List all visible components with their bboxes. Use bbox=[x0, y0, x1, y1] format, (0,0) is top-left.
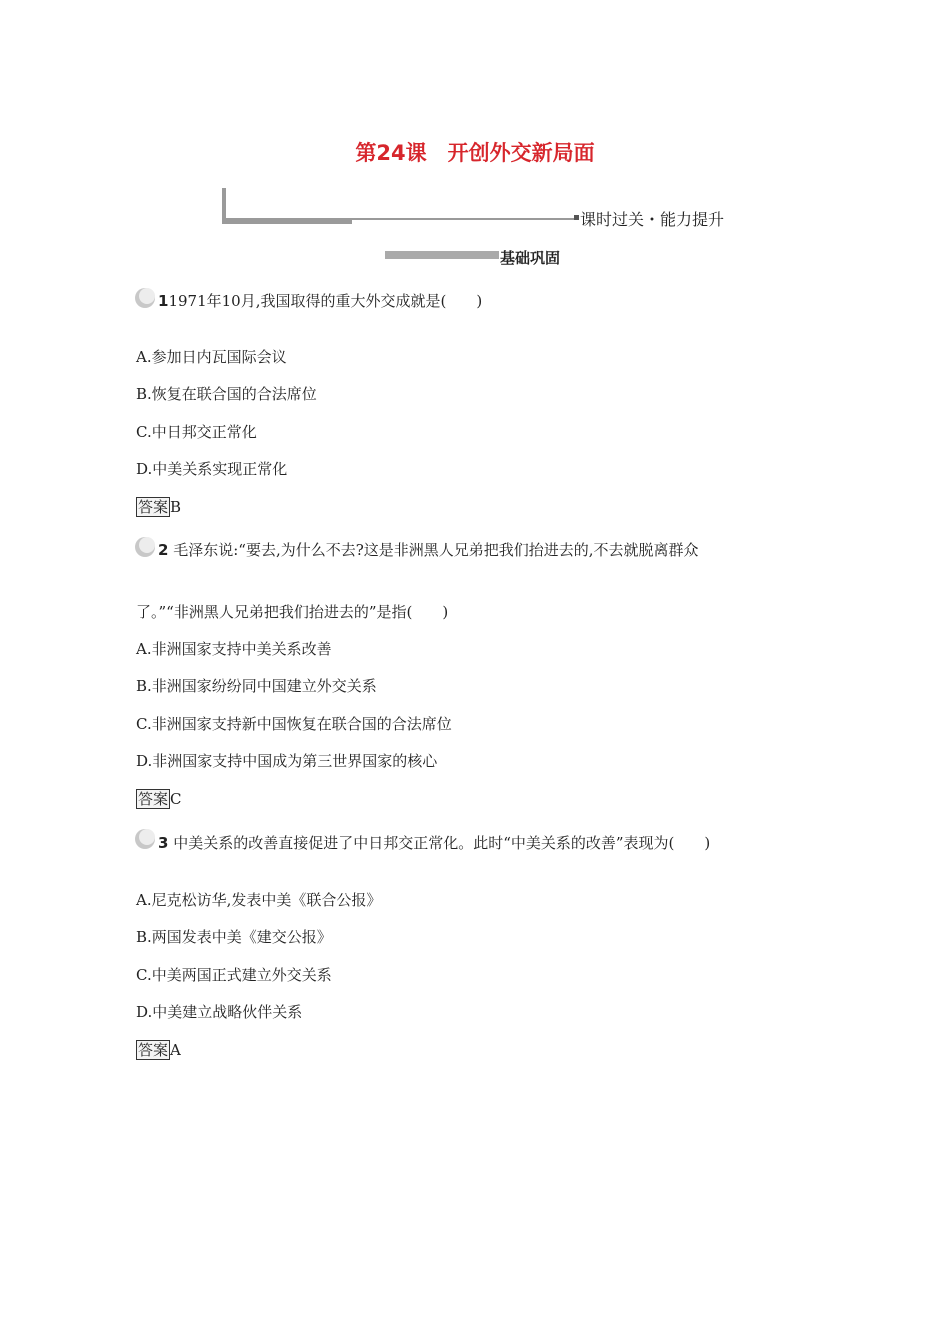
answer-label: 答案 bbox=[138, 790, 169, 808]
header-bar-dot bbox=[574, 215, 579, 220]
lesson-title: 第24课 开创外交新局面 bbox=[355, 141, 595, 165]
option-b: B.恢复在联合国的合法席位 bbox=[136, 385, 317, 403]
option-b: B.非洲国家纷纷同中国建立外交关系 bbox=[136, 677, 377, 695]
answer-row bbox=[136, 497, 181, 517]
section-label: 课时过关・能力提升 bbox=[580, 210, 725, 229]
header-bar-thin bbox=[352, 218, 574, 220]
answer-value: B bbox=[170, 498, 182, 516]
question-number: 3 bbox=[158, 834, 169, 852]
answer-label: 答案 bbox=[138, 498, 169, 516]
option-a: A.参加日内瓦国际会议 bbox=[136, 348, 287, 366]
answer-value: C bbox=[170, 790, 182, 808]
option-c: C.非洲国家支持新中国恢复在联合国的合法席位 bbox=[136, 715, 452, 733]
question-marker-icon bbox=[134, 828, 156, 850]
question-marker-icon bbox=[134, 536, 156, 558]
header-bar-thick bbox=[222, 218, 352, 224]
subsection-label: 基础巩固 bbox=[500, 249, 561, 267]
question-text: 中美关系的改善直接促进了中日邦交正常化。此时“中美关系的改善”表现为( ) bbox=[173, 834, 711, 852]
option-d: D.中美建立战略伙伴关系 bbox=[136, 1003, 303, 1021]
option-d: D.中美关系实现正常化 bbox=[136, 460, 288, 478]
question-text-continued: 了。”“非洲黑人兄弟把我们抬进去的”是指( ) bbox=[136, 603, 449, 621]
answer-value: A bbox=[170, 1041, 181, 1059]
answer-row bbox=[136, 789, 182, 809]
option-d: D.非洲国家支持中国成为第三世界国家的核心 bbox=[136, 752, 438, 770]
question-text: 毛泽东说:“要去,为什么不去?这是非洲黑人兄弟把我们抬进去的,不去就脱离群众 bbox=[173, 541, 699, 559]
question-number: 1 bbox=[158, 292, 169, 310]
answer-label: 答案 bbox=[138, 1041, 169, 1059]
option-a: A.尼克松访华,发表中美《联合公报》 bbox=[136, 891, 382, 909]
option-b: B.两国发表中美《建交公报》 bbox=[136, 928, 332, 946]
question-2-stem bbox=[158, 540, 699, 560]
option-a: A.非洲国家支持中美关系改善 bbox=[136, 640, 332, 658]
option-c: C.中美两国正式建立外交关系 bbox=[136, 966, 332, 984]
question-marker-icon bbox=[134, 287, 156, 309]
question-number: 2 bbox=[158, 541, 169, 559]
question-text: 1971年10月,我国取得的重大外交成就是( ) bbox=[168, 292, 483, 310]
question-1-stem bbox=[158, 291, 482, 311]
option-c: C.中日邦交正常化 bbox=[136, 423, 257, 441]
subsection-bar bbox=[385, 251, 499, 259]
question-3-stem bbox=[158, 833, 710, 853]
answer-row bbox=[136, 1040, 181, 1060]
